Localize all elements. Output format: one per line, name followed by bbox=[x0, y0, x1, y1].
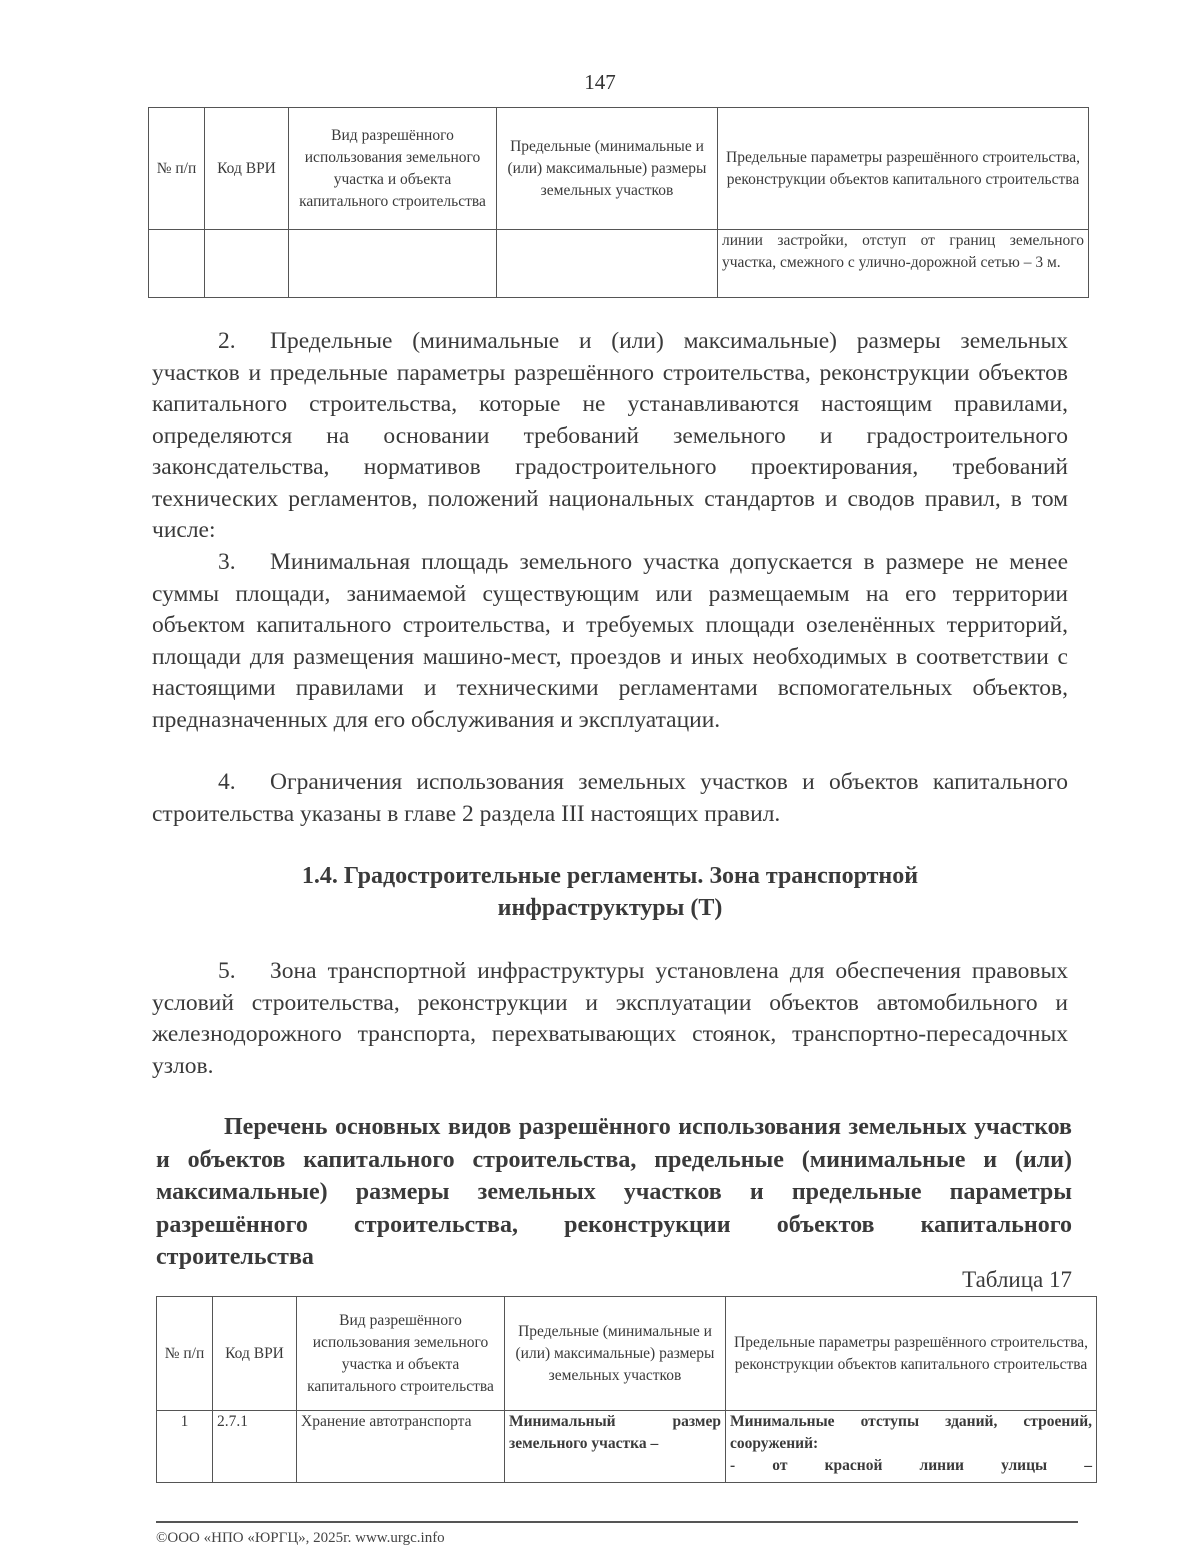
section-heading-line1: 1.4. Градостроительные регламенты. Зона транспортной bbox=[301, 863, 919, 889]
table-header-row bbox=[149, 108, 1089, 230]
header-num: № п/п bbox=[157, 1297, 213, 1411]
paragraph-number: 2. bbox=[218, 328, 236, 354]
table-row bbox=[157, 1411, 1097, 1483]
paragraph-number: 3. bbox=[218, 549, 236, 575]
paragraph-text: Минимальная площадь земельного участка допускается в размере не менее суммы площади, занимаемой существующим или размещаемым на его территории объектом капитального строительства, и требуемых площади озеленённых территорий, площади для размещения машино-мест, проездов и иных необходимых в соответствии с настоящими правилами и техническими регламентами вспомогательных объектов, предназначенных для его обслуживания и эксплуатации. bbox=[152, 549, 1068, 733]
header-params: Предельные параметры разрешённого строительства, реконструкции объектов капитального строительства bbox=[726, 1297, 1097, 1411]
header-use: Вид разрешённого использования земельного участка и объекта капитального строительства bbox=[289, 108, 497, 230]
table-17 bbox=[156, 1296, 1097, 1483]
section-heading-line2: инфраструктуры (Т) bbox=[497, 895, 723, 921]
section-heading bbox=[150, 860, 1070, 924]
params-heading: Минимальные отступы зданий, строений, сооружений: bbox=[730, 1413, 1092, 1452]
paragraph-text: Зона транспортной инфраструктуры установлена для обеспечения правовых условий строительства, реконструкции и эксплуатации объектов автомобильного и железнодорожного транспорта, перехватывающих стоянок, транспортно-пересадочных узлов. bbox=[152, 958, 1068, 1079]
paragraph-text: Предельные (минимальные и (или) максимальные) размеры земельных участков и предельные параметры разрешённого строительства, реконструкции объектов капитального строительства, которые не устанавливаются настоящим правилами, определяются на основании требований земельного и градостроительного законсдательства, нормативов градостроительного проектирования, требований технических регламентов, положений национальных стандартов и сводов правил, в том числе: bbox=[152, 328, 1068, 543]
cell-num: 1 bbox=[157, 1411, 213, 1483]
header-use: Вид разрешённого использования земельного участка и объекта капитального строительства bbox=[297, 1297, 505, 1411]
cell-params: линии застройки, отступ от границ земельного участка, смежного с улично-дорожной сетью – 3 м. bbox=[718, 230, 1089, 298]
cell-use: Хранение автотранспорта bbox=[297, 1411, 505, 1483]
paragraph-number: 5. bbox=[218, 958, 236, 984]
cell-params bbox=[726, 1411, 1097, 1483]
paragraph-2 bbox=[152, 326, 1068, 547]
header-num: № п/п bbox=[149, 108, 205, 230]
header-sizes: Предельные (минимальные и (или) максимальные) размеры земельных участков bbox=[497, 108, 718, 230]
cell-use bbox=[289, 230, 497, 298]
paragraph-text: Ограничения использования земельных участков и объектов капитального строительства указаны в главе 2 раздела III настоящих правил. bbox=[152, 769, 1068, 827]
cell-code bbox=[205, 230, 289, 298]
page-number: 147 bbox=[584, 70, 616, 94]
table-label: Таблица 17 bbox=[962, 1267, 1072, 1292]
list-title: Перечень основных видов разрешённого использования земельных участков и объектов капитального строительства, предельные (минимальные и (или) максимальные) размеры земельных участков и предельные параметры разрешённого строительства, реконструкции объектов капитального строительства bbox=[156, 1114, 1072, 1270]
paragraph-number: 4. bbox=[218, 769, 236, 795]
footer: ©ООО «НПО «ЮРГЦ», 2025г. www.urgc.info bbox=[156, 1530, 445, 1546]
table-row bbox=[149, 230, 1089, 298]
cell-code: 2.7.1 bbox=[213, 1411, 297, 1483]
paragraph-4 bbox=[152, 767, 1068, 830]
paragraph-3 bbox=[152, 547, 1068, 736]
footer-divider bbox=[156, 1521, 1078, 1523]
paragraph-5 bbox=[152, 956, 1068, 1082]
table-header-row bbox=[157, 1297, 1097, 1411]
cell-num bbox=[149, 230, 205, 298]
cell-sizes: Минимальный размер земельного участка – bbox=[505, 1411, 726, 1483]
table-continued bbox=[148, 107, 1089, 298]
params-item: - от красной линии улицы – bbox=[730, 1457, 1092, 1474]
cell-sizes bbox=[497, 230, 718, 298]
header-code: Код ВРИ bbox=[213, 1297, 297, 1411]
header-params: Предельные параметры разрешённого строительства, реконструкции объектов капитального строительства bbox=[718, 108, 1089, 230]
header-sizes: Предельные (минимальные и (или) максимальные) размеры земельных участков bbox=[505, 1297, 726, 1411]
header-code: Код ВРИ bbox=[205, 108, 289, 230]
